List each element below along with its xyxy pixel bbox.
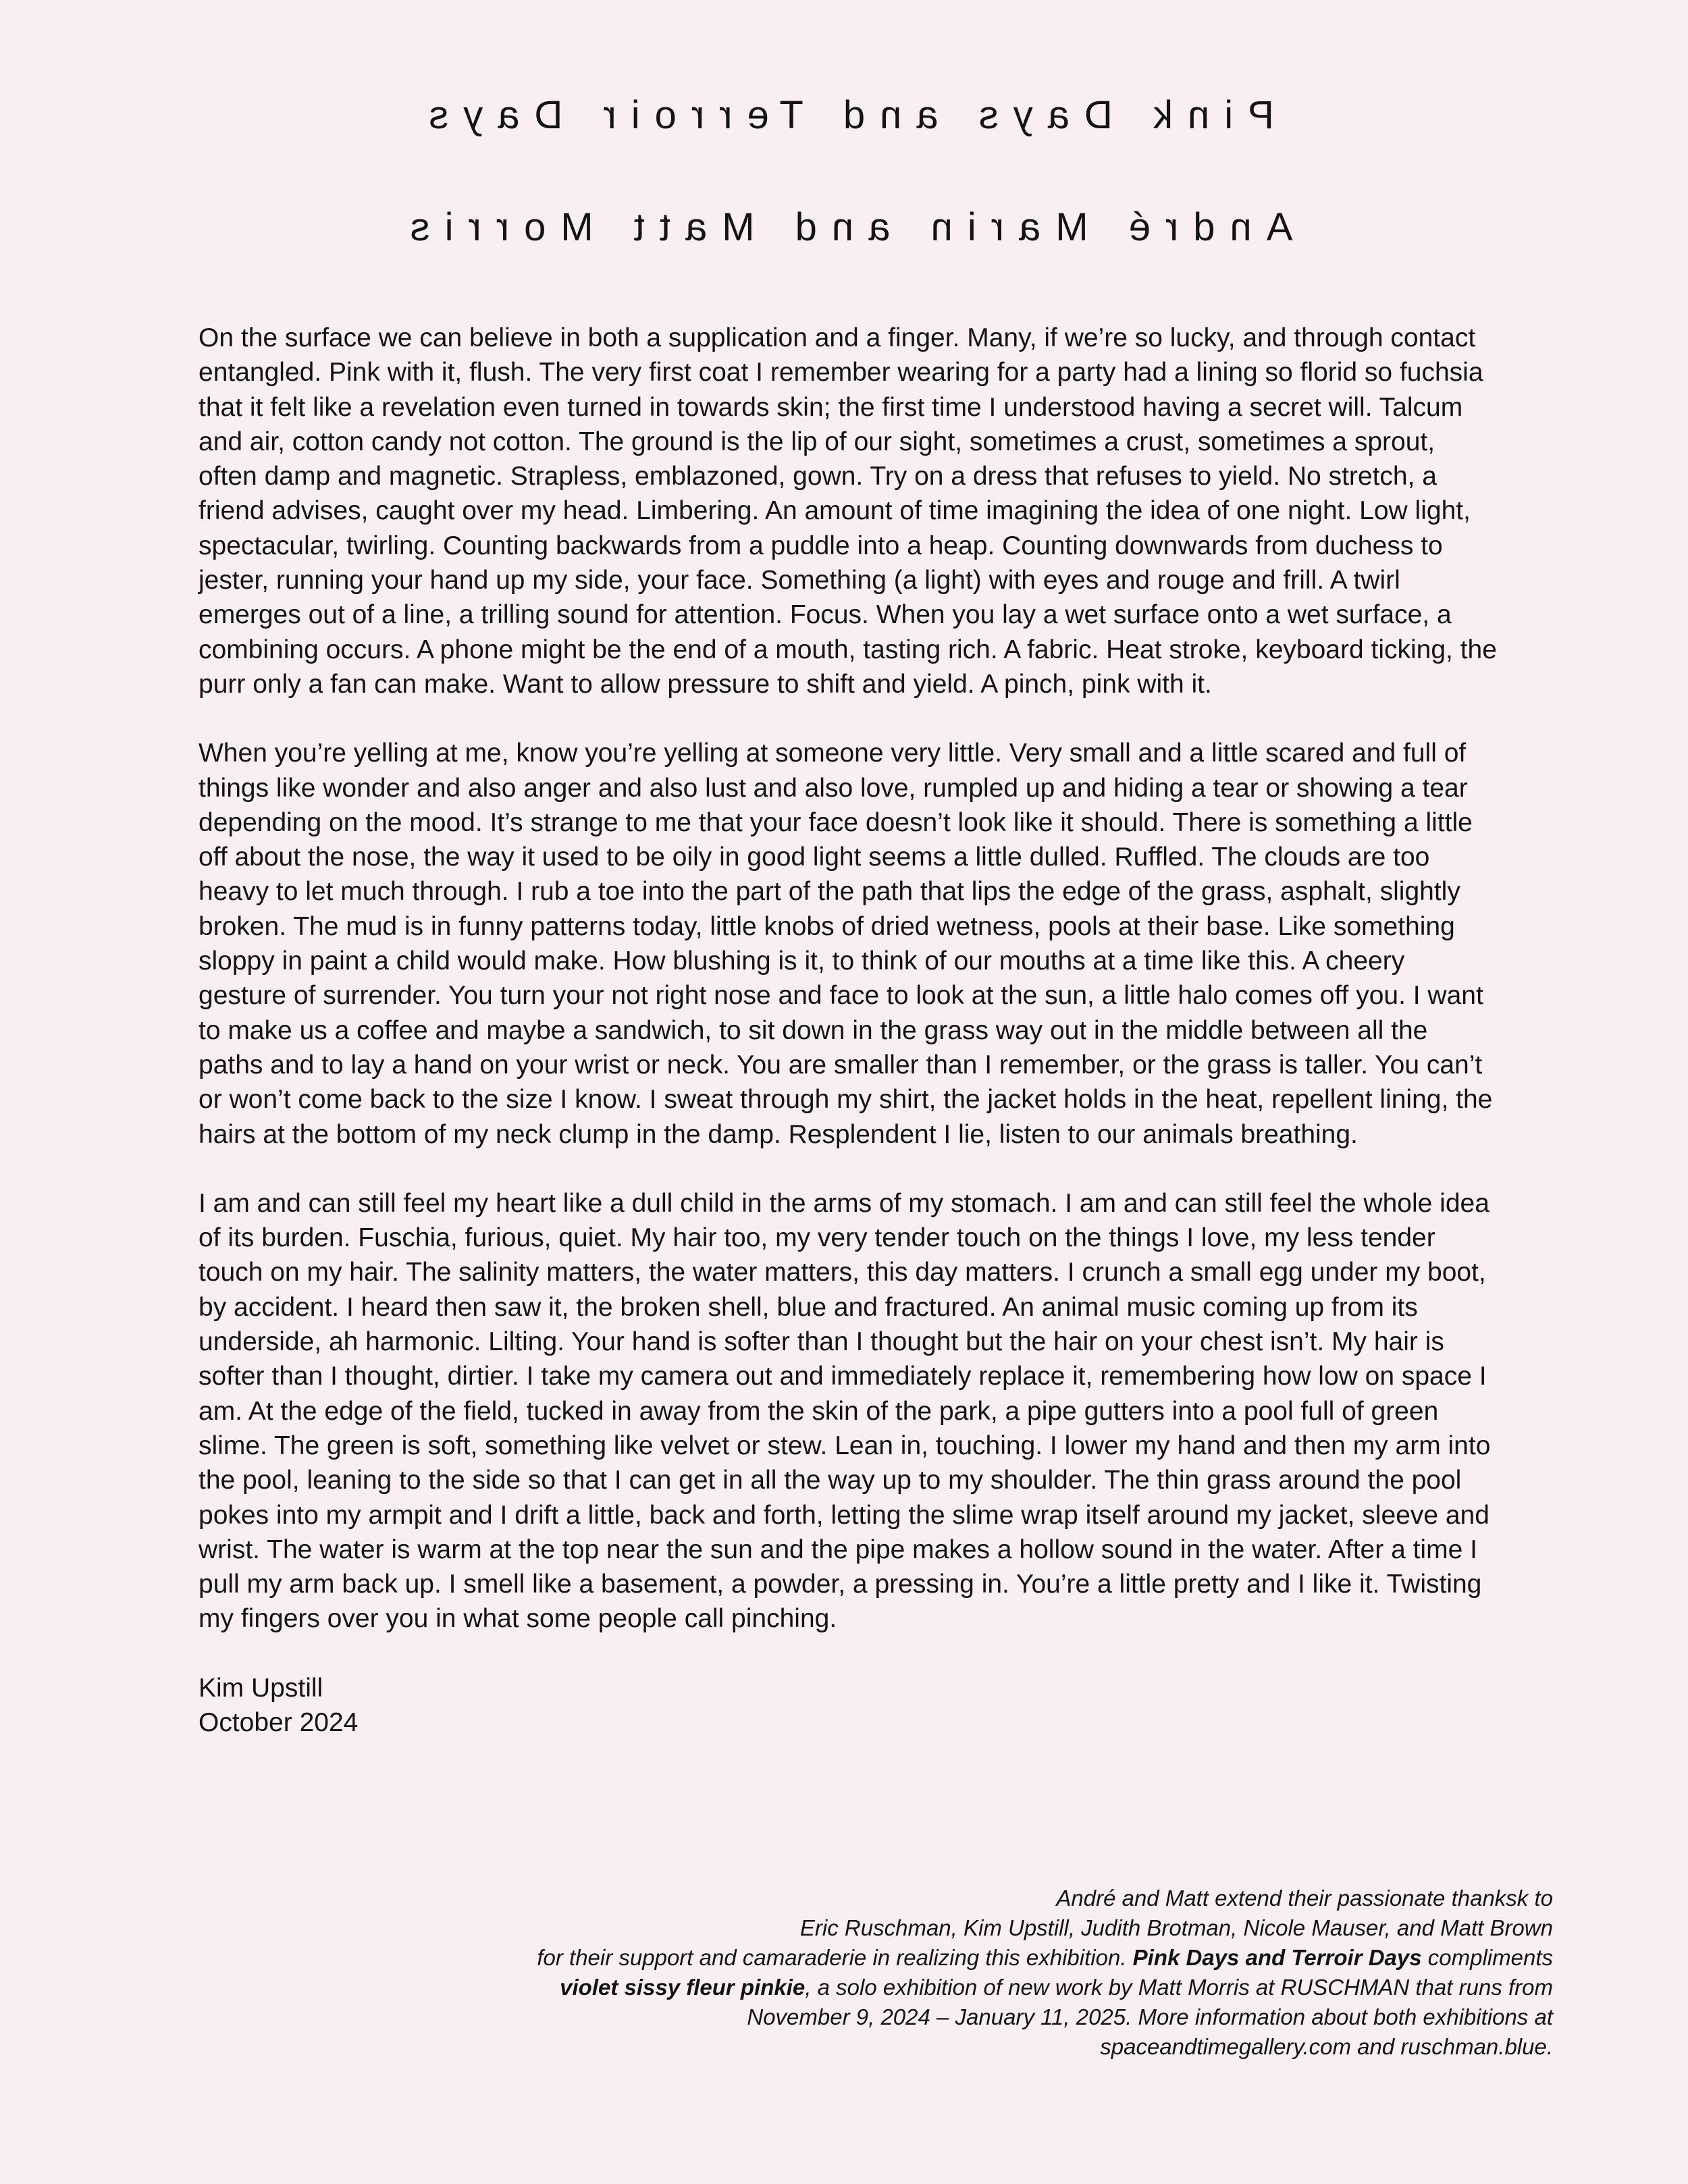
ack-exhibition-title: Pink Days and Terroir Days — [1132, 1945, 1422, 1970]
ack-line-5: November 9, 2024 – January 11, 2025. More information about both exhibitions at — [747, 2004, 1553, 2029]
exhibition-title: Pink Days and Terroir Days — [414, 93, 1274, 137]
essay-body — [199, 321, 1498, 1740]
essay-paragraph-1: On the surface we can believe in both a supplication and a finger. Many, if we’re so lucky, and through contact entangled. Pink with it, flush. The very first coat I remember wearing for a party had a lining so florid so fuchsia that it felt like a revelation even turned in towards skin; the first time I understood having a secret will. Talcum and air, cotton candy not cotton. The ground is the lip of our sight, sometimes a crust, sometimes a sprout, often damp and magnetic. Strapless, emblazoned, gown. Try on a dress that refuses to yield. No stretch, a friend advises, caught over my head. Limbering. An amount of time imagining the idea of one night. Low light, spectacular, twirling. Counting backwards from a puddle into a heap. Counting downwards from duchess to jester, running your hand up my side, your face. Something (a light) with eyes and rouge and frill. A twirl emerges out of a line, a trilling sound for attention. Focus. When you lay a wet surface onto a wet surface, a combining occurs. A phone might be the end of a mouth, tasting rich. A fabric. Heat stroke, keyboard ticking, the purr only a fan can make. Want to allow pressure to shift and yield. A pinch, pink with it. — [199, 323, 1497, 699]
ack-line-4-text: , a solo exhibition of new work by Matt Morris at RUSCHMAN that runs from — [805, 1975, 1553, 2000]
signature-date: October 2024 — [199, 1707, 359, 1737]
signature — [199, 1671, 1498, 1740]
ack-solo-show-title: violet sissy fleur pinkie — [560, 1975, 806, 2000]
artists-heading: André Marin and Matt Morris — [395, 205, 1293, 249]
essay-paragraph-2: When you’re yelling at me, know you’re yelling at someone very little. Very small and a little scared and full of things like wonder and also anger and also lust and also love, rumpled up and hiding a tear or showing a tear depending on the mood. It’s strange to me that your face doesn’t look like it should. There is something a little off about the nose, the way it used to be oily in good light seems a little dulled. Ruffled. The clouds are too heavy to let much through. I rub a toe into the part of the path that lips the edge of the grass, asphalt, slightly broken. The mud is in funny patterns today, little knobs of dried wetness, pools at their base. Like something sloppy in paint a child would make. How blushing is it, to think of our mouths at a time like this. A cheery gesture of surrender. You turn your not right nose and face to look at the sun, a little halo comes off you. I want to make us a coffee and maybe a sandwich, to sit down in the grass way out in the middle between all the paths and to lay a hand on your wrist or neck. You are smaller than I remember, or the grass is taller. You can’t or won’t come back to the size I know. I sweat through my shirt, the jacket holds in the heat, repellent lining, the hairs at the bottom of my neck clump in the damp. Resplendent I lie, listen to our animals breathing. — [199, 739, 1493, 1149]
ack-line-3-end: compliments — [1421, 1945, 1553, 1970]
essay-paragraph-3: I am and can still feel my heart like a dull child in the arms of my stomach. I am and can still feel the whole idea of its burden. Fuschia, furious, quiet. My hair too, my very tender touch on the things I love, my less tender touch on my hair. The salinity matters, the water matters, this day matters. I crunch a small egg under my boot, by accident. I heard then saw it, the broken shell, blue and fractured. An animal music coming up from its underside, ah harmonic. Lilting. Your hand is softer than I thought but the hair on your chest isn’t. My hair is softer than I thought, dirtier. I take my camera out and immediately replace it, remembering how low on space I am. At the edge of the field, tucked in away from the skin of the park, a pipe gutters into a pool full of green slime. The green is soft, something like velvet or stew. Lean in, touching. I lower my hand and then my arm into the pool, leaning to the side so that I can get in all the way up to my shoulder. The thin grass around the pool pokes into my armpit and I drift a little, back and forth, letting the slime wrap itself around my jacket, sleeve and wrist. The water is warm at the top near the sun and the pipe makes a hollow sound in the water. After a time I pull my arm back up. I smell like a basement, a powder, a pressing in. You’re a little pretty and I like it. Twisting my fingers over you in what some people call pinching. — [199, 1188, 1491, 1634]
ack-line-2: Eric Ruschman, Kim Upstill, Judith Brotman, Nicole Mauser, and Matt Brown — [799, 1915, 1553, 1940]
acknowledgement — [270, 1884, 1553, 2062]
ack-line-3 — [270, 1943, 1553, 1973]
signature-author: Kim Upstill — [199, 1673, 323, 1703]
ack-line-3-text: for their support and camaraderie in realizing this exhibition. — [537, 1945, 1133, 1970]
ack-line-6: spaceandtimegallery.com and ruschman.blue. — [1100, 2034, 1553, 2059]
ack-line-4 — [270, 1973, 1553, 2002]
ack-line-1: André and Matt extend their passionate thanksk to — [1056, 1886, 1553, 1911]
